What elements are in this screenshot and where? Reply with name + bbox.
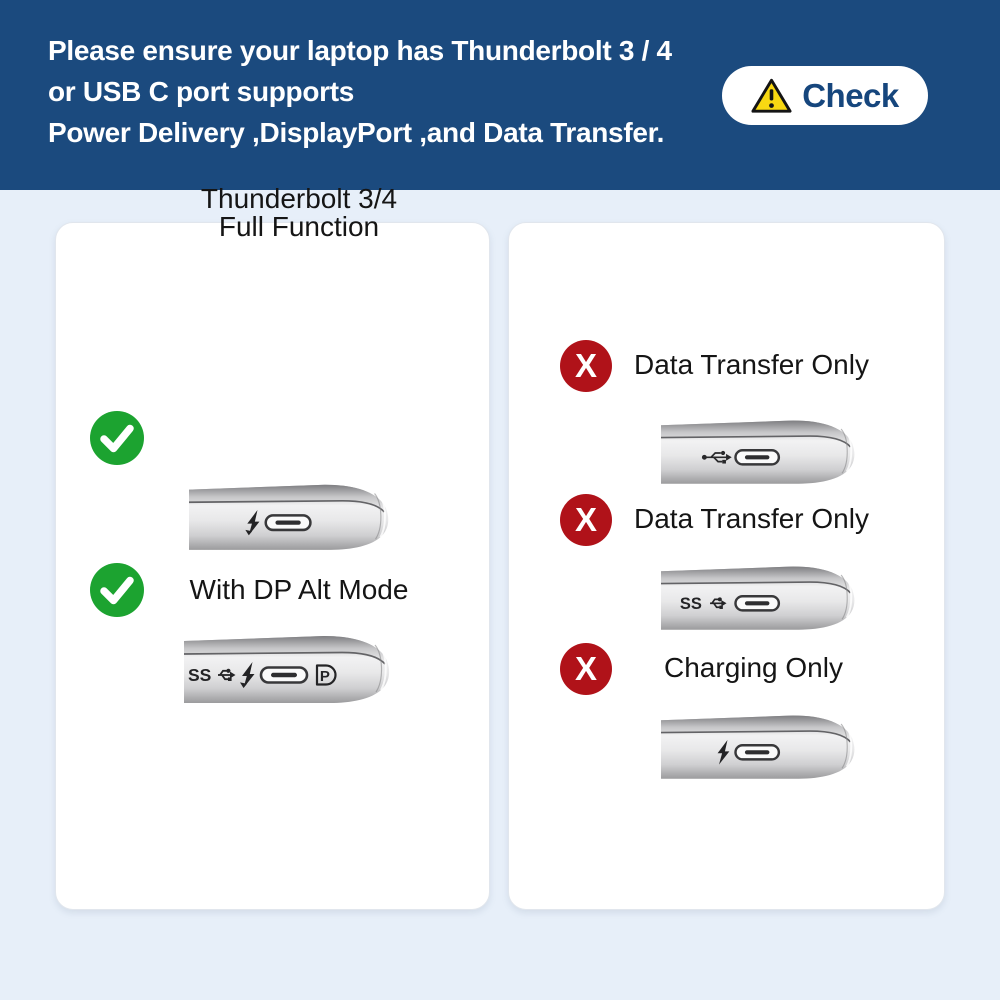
cross-icon bbox=[560, 643, 612, 695]
unsupported-ports-card bbox=[508, 222, 945, 910]
cross-glyph: X bbox=[574, 347, 597, 384]
cross-icon bbox=[560, 340, 612, 392]
check-button-label: Check bbox=[802, 76, 899, 114]
check-icon bbox=[89, 410, 145, 466]
svg-text:SS: SS bbox=[679, 595, 702, 614]
unsupported-item-1-title: Data Transfer Only bbox=[634, 349, 869, 380]
header-line-3: Power Delivery ,DisplayPort ,and Data Transfer. bbox=[48, 117, 665, 148]
supported-item-2-title: With DP Alt Mode bbox=[189, 574, 409, 605]
check-button[interactable] bbox=[722, 66, 928, 125]
cross-glyph: X bbox=[574, 501, 597, 538]
laptop-port-charging bbox=[661, 708, 859, 783]
warning-triangle-icon bbox=[751, 78, 792, 114]
usb-c-port bbox=[266, 515, 311, 530]
usb-c-port bbox=[735, 450, 778, 464]
laptop-port-dp-alt-mode bbox=[184, 628, 394, 708]
usb-c-port bbox=[261, 668, 307, 683]
usb-c-port bbox=[735, 745, 778, 759]
header-message bbox=[48, 30, 672, 153]
cross-glyph: X bbox=[574, 650, 597, 687]
unsupported-item-2-title: Data Transfer Only bbox=[634, 503, 869, 534]
unsupported-item-3-title: Charging Only bbox=[664, 652, 843, 683]
svg-text:SS: SS bbox=[188, 665, 212, 686]
laptop-port-superspeed-data bbox=[661, 559, 859, 634]
supported-ports-card bbox=[55, 183, 490, 910]
title-line-1: Thunderbolt 3/4 bbox=[200, 183, 398, 214]
title-line-2: Full Function bbox=[218, 211, 380, 242]
header-line-2: or USB C port supports bbox=[48, 76, 355, 107]
usb-c-port bbox=[735, 596, 778, 610]
header-line-1: Please ensure your laptop has Thunderbolt 3 / 4 bbox=[48, 35, 672, 66]
cross-icon bbox=[560, 494, 612, 546]
svg-text:P: P bbox=[319, 667, 330, 685]
laptop-port-thunderbolt bbox=[189, 477, 393, 555]
supported-item-1-title bbox=[119, 185, 479, 241]
laptop-port-usb-data bbox=[661, 413, 859, 488]
header-banner bbox=[0, 0, 1000, 190]
